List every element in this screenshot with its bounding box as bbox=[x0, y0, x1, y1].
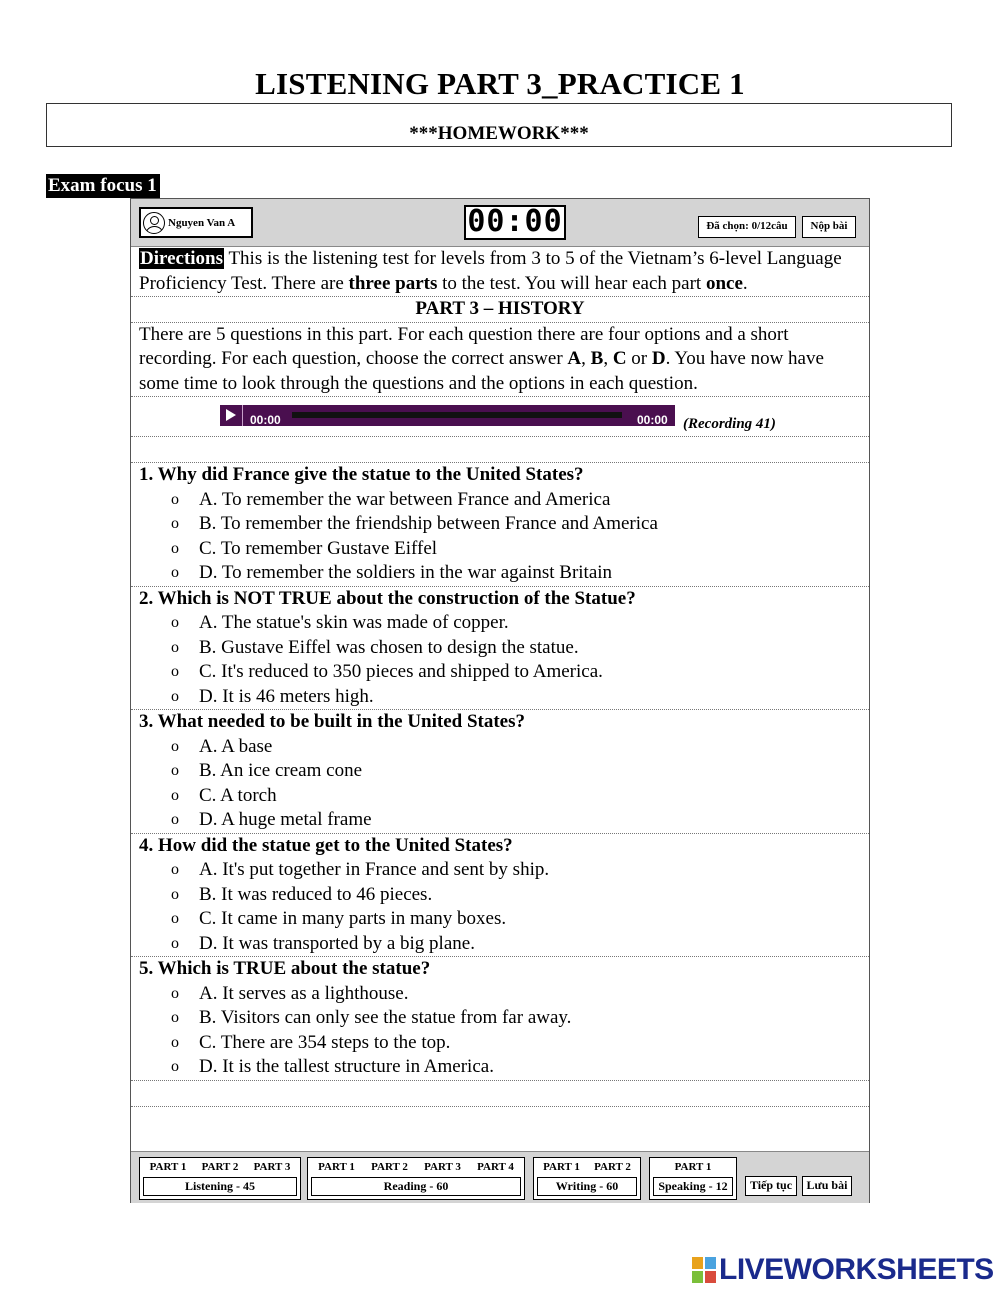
answer-option[interactable] bbox=[139, 735, 861, 760]
option-bullet-icon[interactable]: o bbox=[171, 786, 179, 804]
reading-parts bbox=[308, 1158, 524, 1174]
answer-option[interactable] bbox=[139, 636, 861, 661]
spacer-row bbox=[131, 1081, 869, 1107]
user-badge bbox=[139, 207, 253, 238]
question-block bbox=[131, 834, 869, 958]
option-text: B. It was reduced to 46 pieces. bbox=[199, 883, 433, 905]
timer-display: 00:00 bbox=[464, 205, 566, 240]
question-title: 2. Which is NOT TRUE about the construction of the Statue? bbox=[139, 587, 636, 609]
liveworksheets-logo bbox=[692, 1253, 994, 1287]
answer-option[interactable] bbox=[139, 907, 861, 932]
option-text: B. Gustave Eiffel was chosen to design the statue. bbox=[199, 636, 579, 658]
logo-text: LIVEWORKSHEETS bbox=[719, 1253, 994, 1286]
part-heading: PART 3 – HISTORY bbox=[131, 297, 869, 323]
question-block bbox=[131, 587, 869, 711]
recording-label: (Recording 41) bbox=[683, 416, 776, 432]
instr-sep-3: or bbox=[626, 348, 652, 369]
option-text: A. To remember the war between France and America bbox=[199, 488, 611, 510]
exam-focus-label: Exam focus 1 bbox=[46, 174, 160, 198]
option-text: B. Visitors can only see the statue from far away. bbox=[199, 1007, 572, 1028]
audio-player[interactable] bbox=[220, 405, 675, 426]
play-icon[interactable] bbox=[226, 409, 236, 421]
question-title: 5. Which is TRUE about the statue? bbox=[139, 958, 431, 979]
answer-option[interactable] bbox=[139, 537, 861, 562]
option-text: C. It's reduced to 350 pieces and shipped to America. bbox=[199, 661, 603, 682]
reading-section[interactable] bbox=[307, 1157, 525, 1200]
answer-option[interactable] bbox=[139, 982, 861, 1007]
option-bullet-icon[interactable]: o bbox=[171, 762, 179, 779]
listening-section[interactable] bbox=[139, 1157, 301, 1200]
question-block bbox=[131, 710, 869, 834]
writing-section[interactable] bbox=[533, 1157, 641, 1200]
continue-button[interactable]: Tiếp tục bbox=[745, 1176, 797, 1196]
option-b-letter: B bbox=[590, 348, 604, 369]
writing-parts bbox=[534, 1158, 640, 1174]
option-text: D. It is 46 meters high. bbox=[199, 685, 374, 707]
option-list bbox=[139, 858, 861, 956]
option-text: A. It serves as a lighthouse. bbox=[199, 982, 409, 1004]
question-title: 3. What needed to be built in the United States? bbox=[139, 711, 526, 732]
test-content bbox=[131, 247, 869, 1107]
audio-divider bbox=[242, 405, 243, 426]
instr-text-1: There are 5 questions in this part. For each question there are four options and a short recording. For each question, choose the correct answer bbox=[139, 323, 789, 369]
user-name: Nguyen Van A bbox=[168, 216, 236, 229]
option-bullet-icon[interactable]: o bbox=[171, 663, 179, 680]
option-bullet-icon[interactable]: o bbox=[171, 861, 179, 878]
answer-option[interactable] bbox=[139, 858, 861, 883]
option-list bbox=[139, 488, 861, 586]
option-bullet-icon[interactable]: o bbox=[171, 1033, 179, 1051]
option-bullet-icon[interactable]: o bbox=[171, 687, 179, 705]
option-bullet-icon[interactable]: o bbox=[171, 885, 179, 903]
logo-square bbox=[692, 1257, 703, 1269]
homework-label: ***HOMEWORK*** bbox=[409, 123, 589, 144]
option-text: D. A huge metal frame bbox=[199, 809, 372, 830]
selected-count-button[interactable]: Đã chọn: 0/12câu bbox=[698, 216, 796, 238]
homework-banner bbox=[46, 103, 952, 147]
option-bullet-icon[interactable]: o bbox=[171, 984, 179, 1002]
question-block bbox=[131, 463, 869, 587]
instr-sep-2: , bbox=[603, 348, 613, 369]
writing-section-label[interactable]: Writing - 60 bbox=[537, 1177, 637, 1196]
directions-text-1: This is the listening test for levels from 3 to 5 of the Vietnam’s 6-level Language Proficiency Test. There are bbox=[139, 248, 842, 294]
directions-text-2: to the test. You will hear each part bbox=[437, 272, 706, 294]
reading-part-tab[interactable]: PART 2 bbox=[371, 1161, 408, 1173]
option-list bbox=[139, 982, 861, 1080]
submit-button[interactable]: Nộp bài bbox=[802, 216, 856, 238]
directions-label: Directions bbox=[140, 248, 224, 269]
speaking-parts bbox=[650, 1158, 736, 1174]
directions-text-3: . bbox=[742, 272, 748, 294]
directions-bold-2: once bbox=[705, 272, 743, 294]
option-bullet-icon[interactable]: o bbox=[171, 614, 179, 631]
user-icon bbox=[143, 212, 165, 234]
listening-section-label[interactable]: Listening - 45 bbox=[143, 1177, 297, 1196]
directions-row bbox=[131, 247, 869, 297]
answer-option[interactable] bbox=[139, 1055, 861, 1080]
option-bullet-icon[interactable]: o bbox=[171, 490, 179, 508]
question-title: 4. How did the statue get to the United States? bbox=[139, 834, 513, 856]
listening-part-tab[interactable]: PART 3 bbox=[253, 1161, 291, 1173]
section-navigator bbox=[131, 1151, 869, 1203]
listening-part-tab[interactable]: PART 1 bbox=[149, 1161, 187, 1173]
page-title: LISTENING PART 3_PRACTICE 1 bbox=[255, 66, 745, 101]
option-bullet-icon[interactable]: o bbox=[171, 638, 179, 656]
directions-bold-1: three parts bbox=[348, 272, 438, 294]
reading-part-tab[interactable]: PART 1 bbox=[318, 1161, 355, 1173]
audio-current-time: 00:00 bbox=[250, 413, 281, 427]
audio-seek-track[interactable] bbox=[292, 412, 622, 418]
question-title: 1. Why did France give the statue to the United States? bbox=[139, 464, 584, 485]
answer-option[interactable] bbox=[139, 660, 861, 685]
answer-option[interactable] bbox=[139, 611, 861, 636]
answer-option[interactable] bbox=[139, 685, 861, 710]
option-text: D. It is the tallest structure in America. bbox=[199, 1056, 494, 1077]
option-list bbox=[139, 735, 861, 833]
listening-parts bbox=[140, 1158, 300, 1174]
reading-section-label[interactable]: Reading - 60 bbox=[311, 1177, 521, 1196]
part-instructions bbox=[131, 323, 869, 398]
option-bullet-icon[interactable]: o bbox=[171, 515, 179, 532]
option-c-letter: C bbox=[612, 348, 627, 369]
instr-text-2: . You have now have some time to look through the questions and the options in each question. bbox=[139, 348, 824, 394]
option-bullet-icon[interactable]: o bbox=[171, 539, 179, 557]
speaking-part-tab[interactable]: PART 1 bbox=[674, 1161, 712, 1173]
spacer-row bbox=[131, 437, 869, 463]
option-d-letter: D bbox=[651, 348, 666, 369]
answer-option[interactable] bbox=[139, 932, 861, 957]
speaking-section-label[interactable]: Speaking - 12 bbox=[653, 1177, 733, 1196]
option-bullet-icon[interactable]: o bbox=[171, 737, 179, 755]
option-bullet-icon[interactable]: o bbox=[171, 1009, 179, 1026]
answer-option[interactable] bbox=[139, 1031, 861, 1056]
speaking-section[interactable] bbox=[649, 1157, 737, 1200]
question-list bbox=[131, 463, 869, 1081]
answer-option[interactable] bbox=[139, 488, 861, 513]
option-list bbox=[139, 611, 861, 709]
writing-part-tab[interactable]: PART 1 bbox=[543, 1161, 580, 1173]
option-text: D. It was transported by a big plane. bbox=[199, 932, 475, 954]
option-text: B. An ice cream cone bbox=[199, 760, 363, 781]
reading-part-tab[interactable]: PART 3 bbox=[424, 1161, 461, 1173]
option-text: C. A torch bbox=[199, 784, 277, 806]
option-a-letter: A bbox=[567, 348, 582, 369]
logo-square bbox=[692, 1271, 703, 1283]
logo-square bbox=[705, 1257, 716, 1269]
test-frame bbox=[130, 198, 870, 1203]
answer-option[interactable] bbox=[139, 883, 861, 908]
option-text: A. A base bbox=[199, 735, 273, 757]
option-bullet-icon[interactable]: o bbox=[171, 1058, 179, 1075]
option-text: C. It came in many parts in many boxes. bbox=[199, 908, 507, 929]
answer-option[interactable] bbox=[139, 808, 861, 833]
option-bullet-icon[interactable]: o bbox=[171, 910, 179, 927]
option-bullet-icon[interactable]: o bbox=[171, 811, 179, 828]
answer-option[interactable] bbox=[139, 759, 861, 784]
audio-duration: 00:00 bbox=[637, 413, 668, 427]
audio-row bbox=[131, 397, 869, 437]
option-bullet-icon[interactable]: o bbox=[171, 934, 179, 952]
logo-square bbox=[705, 1271, 716, 1283]
option-text: A. The statue's skin was made of copper. bbox=[199, 612, 509, 633]
option-text: C. To remember Gustave Eiffel bbox=[199, 537, 438, 559]
logo-mark-icon bbox=[692, 1257, 716, 1283]
test-topbar bbox=[131, 199, 869, 247]
answer-option[interactable] bbox=[139, 512, 861, 537]
option-text: A. It's put together in France and sent by ship. bbox=[199, 859, 550, 880]
reading-part-tab[interactable]: PART 4 bbox=[477, 1161, 514, 1173]
question-block bbox=[131, 957, 869, 1081]
answer-option[interactable] bbox=[139, 784, 861, 809]
writing-part-tab[interactable]: PART 2 bbox=[594, 1161, 631, 1173]
option-bullet-icon[interactable]: o bbox=[171, 564, 179, 581]
answer-option[interactable] bbox=[139, 1006, 861, 1031]
option-text: B. To remember the friendship between France and America bbox=[199, 513, 658, 534]
option-text: D. To remember the soldiers in the war against Britain bbox=[199, 562, 613, 583]
listening-part-tab[interactable]: PART 2 bbox=[201, 1161, 239, 1173]
answer-option[interactable] bbox=[139, 561, 861, 586]
option-text: C. There are 354 steps to the top. bbox=[199, 1031, 451, 1053]
save-button[interactable]: Lưu bài bbox=[802, 1176, 852, 1196]
instr-sep-1: , bbox=[581, 348, 591, 369]
